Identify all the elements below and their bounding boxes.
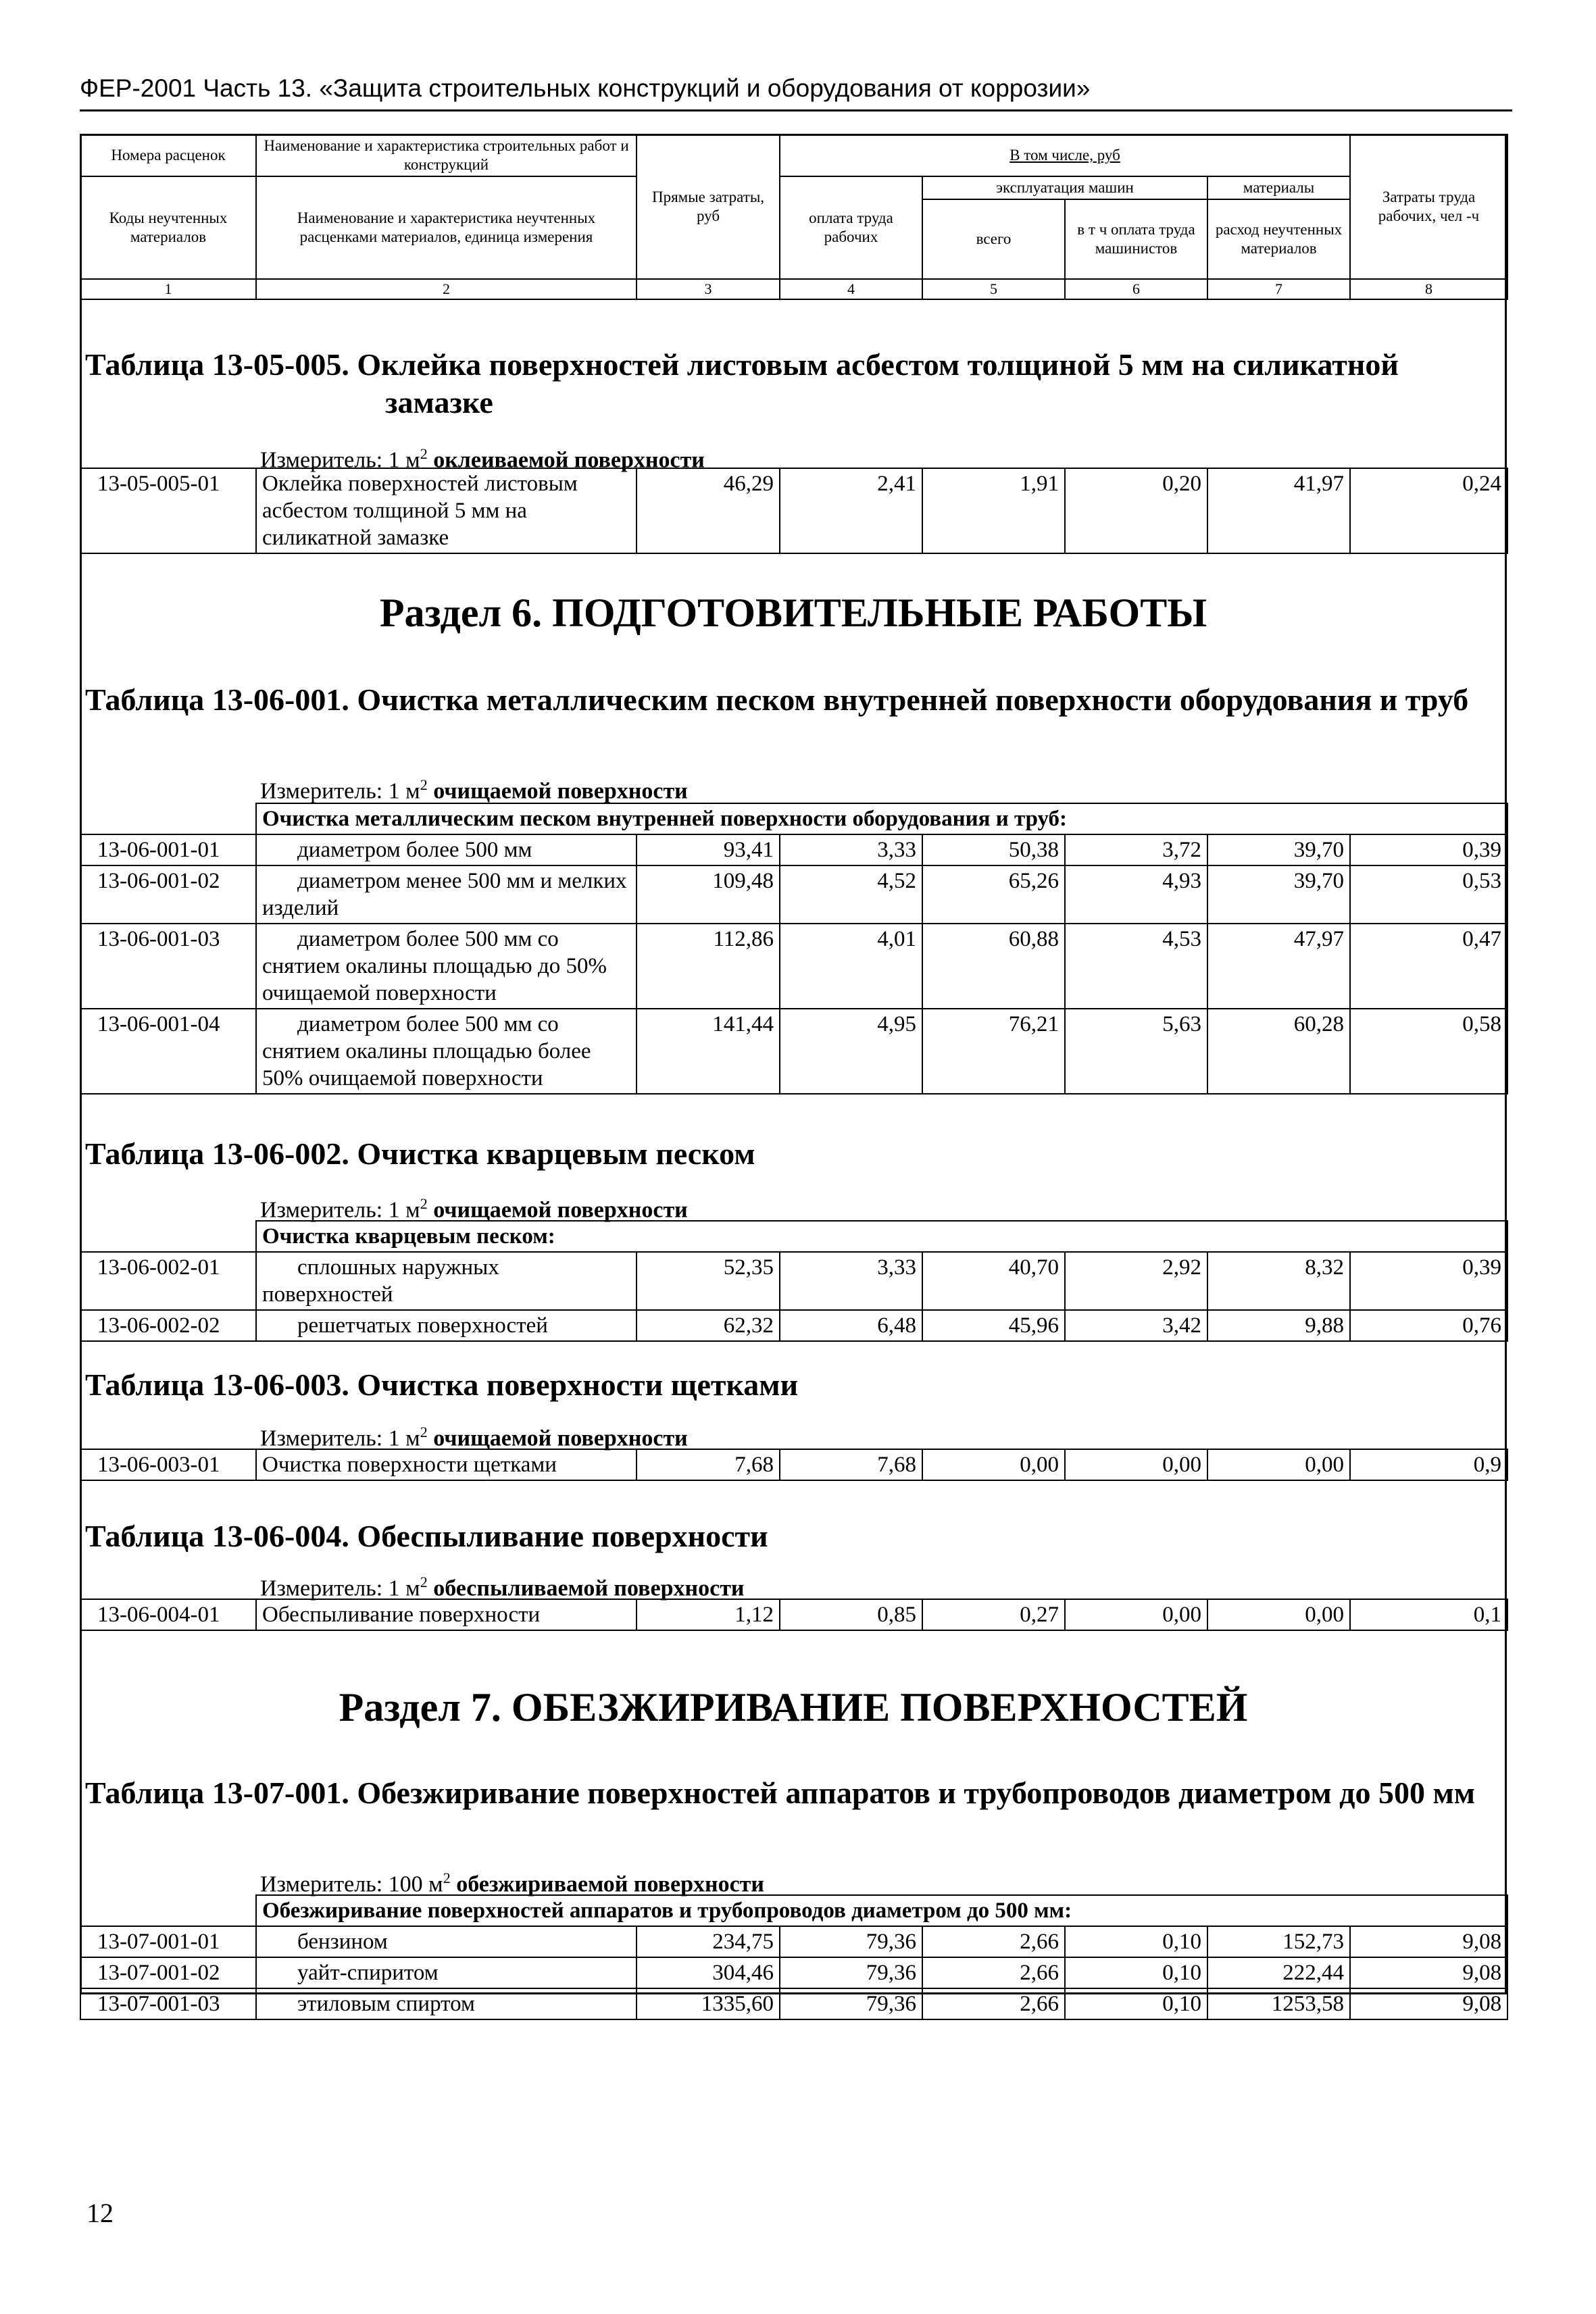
rates-table [80,1599,1508,1631]
labor-hours: 0,47 [1350,924,1507,1009]
rate-name: диаметром более 500 мм [256,834,637,865]
table-row [80,1310,1507,1341]
direct-costs: 46,29 [637,468,780,553]
labor-hours: 0,39 [1350,834,1507,865]
column-number: 1 [80,279,256,299]
table-row [80,865,1507,924]
header-labor-hours: Затраты труда рабочих, чел -ч [1350,134,1507,279]
header-name-top: Наименование и характеристика строительных работ и конструкций [256,134,637,176]
group-heading: Очистка кварцевым песком: [256,1221,1507,1252]
table-title: Таблица 13-06-002. Очистка кварцевым песком [85,1136,755,1171]
table-row [80,1449,1507,1480]
machinist-wages: 0,10 [1065,1957,1207,1988]
labor-hours: 0,53 [1350,865,1507,924]
rate-code: 13-06-001-03 [80,924,256,1009]
rate-code: 13-06-001-02 [80,865,256,924]
direct-costs: 304,46 [637,1957,780,1988]
column-header-table [80,134,1508,300]
header-unaccounted-materials: расход неучтенных материалов [1207,199,1350,279]
wages: 0,85 [780,1599,922,1630]
machinist-wages: 2,92 [1065,1252,1207,1310]
direct-costs: 1335,60 [637,1988,780,2019]
materials: 39,70 [1207,865,1350,924]
unit-exponent: 2 [420,445,428,462]
rate-code: 13-06-002-01 [80,1252,256,1310]
header-machinist-wages: в т ч оплата труда машинистов [1065,199,1207,279]
labor-hours: 0,24 [1350,468,1507,553]
unit-prefix: Измеритель: 1 м [260,447,420,473]
group-heading: Обезжиривание поверхностей аппаратов и трубопроводов диаметром до 500 мм: [256,1895,1507,1926]
column-number: 8 [1350,279,1507,299]
machinist-wages: 0,20 [1065,468,1207,553]
machines-total: 76,21 [922,1009,1065,1094]
rate-name: сплошных наружных поверхностей [256,1252,637,1310]
running-head: ФЕР-2001 Часть 13. «Защита строительных конструкций и оборудования от коррозии» [80,74,1091,102]
wages: 3,33 [780,834,922,865]
machinist-wages: 0,10 [1065,1926,1207,1957]
rates-table [80,803,1508,1095]
column-number: 6 [1065,279,1207,299]
unit-prefix: Измеритель: 100 м [260,1871,443,1897]
machinist-wages: 3,42 [1065,1310,1207,1341]
machinist-wages: 3,72 [1065,834,1207,865]
header-wages: оплата труда рабочих [780,176,922,279]
group-row [80,1221,1507,1252]
direct-costs: 234,75 [637,1926,780,1957]
unit-prefix: Измеритель: 1 м [260,1426,420,1451]
table-row [80,1009,1507,1094]
column-number: 4 [780,279,922,299]
machines-total: 40,70 [922,1252,1065,1310]
rate-name: диаметром более 500 мм со снятием окалины площадью более 50% очищаемой поверхности [256,1009,637,1094]
rate-code: 13-06-004-01 [80,1599,256,1630]
rate-name: диаметром более 500 мм со снятием окалины площадью до 50% очищаемой поверхности [256,924,637,1009]
machinist-wages: 4,93 [1065,865,1207,924]
wages: 79,36 [780,1988,922,2019]
materials: 47,97 [1207,924,1350,1009]
labor-hours: 0,1 [1350,1599,1507,1630]
wages: 7,68 [780,1449,922,1480]
unit-description: очищаемой поверхности [427,1426,688,1451]
wages: 2,41 [780,468,922,553]
header-direct-costs: Прямые затраты, руб [637,134,780,279]
machinist-wages: 0,00 [1065,1599,1207,1630]
rates-table [80,1894,1508,2020]
wages: 79,36 [780,1957,922,1988]
table-title: Таблица 13-06-003. Очистка поверхности щетками [85,1367,799,1402]
machines-total: 60,88 [922,924,1065,1009]
machinist-wages: 4,53 [1065,924,1207,1009]
machines-total: 45,96 [922,1310,1065,1341]
rate-name: решетчатых поверхностей [256,1310,637,1341]
group-row [80,1895,1507,1926]
unit-description: обезжириваемой поверхности [450,1871,764,1897]
rate-name: бензином [256,1926,637,1957]
labor-hours: 0,76 [1350,1310,1507,1341]
unit-prefix: Измеритель: 1 м [260,1576,420,1601]
header-rule [80,109,1512,111]
table-row [80,834,1507,865]
wages: 3,33 [780,1252,922,1310]
table-title: Таблица 13-07-001. Обезжиривание поверхностей аппаратов и трубопроводов диаметром до 500 мм [85,1776,1476,1810]
unit-of-measure [260,1865,764,1898]
materials: 9,88 [1207,1310,1350,1341]
unit-description: очищаемой поверхности [427,778,688,804]
rates-table [80,468,1508,554]
table-row [80,1926,1507,1957]
materials: 222,44 [1207,1957,1350,1988]
machines-total: 0,00 [922,1449,1065,1480]
machines-total: 1,91 [922,468,1065,553]
unit-of-measure [260,1419,688,1452]
rate-code: 13-07-001-03 [80,1988,256,2019]
direct-costs: 7,68 [637,1449,780,1480]
machines-total: 65,26 [922,865,1065,924]
column-number: 5 [922,279,1065,299]
labor-hours: 9,08 [1350,1988,1507,2019]
wages: 4,95 [780,1009,922,1094]
machines-total: 50,38 [922,834,1065,865]
header-codes-top: Номера расценок [80,134,256,176]
materials: 152,73 [1207,1926,1350,1957]
machines-total: 2,66 [922,1926,1065,1957]
column-number: 7 [1207,279,1350,299]
direct-costs: 109,48 [637,865,780,924]
header-material-names: Наименование и характеристика неучтенных расценками материалов, единица измерения [256,176,637,279]
materials: 39,70 [1207,834,1350,865]
wages: 6,48 [780,1310,922,1341]
rates-table [80,1449,1508,1481]
unit-of-measure [260,772,688,805]
column-number: 3 [637,279,780,299]
rate-name: диаметром менее 500 мм и мелких изделий [256,865,637,924]
rate-code: 13-06-001-04 [80,1009,256,1094]
labor-hours: 9,08 [1350,1957,1507,1988]
machinist-wages: 5,63 [1065,1009,1207,1094]
header-machines-total: всего [922,199,1065,279]
unit-of-measure [260,1569,744,1602]
unit-exponent: 2 [420,1424,428,1440]
rate-name: уайт-спиритом [256,1957,637,1988]
machinist-wages: 0,10 [1065,1988,1207,2019]
unit-exponent: 2 [443,1869,451,1886]
table-row [80,1957,1507,1988]
section-title: Раздел 6. ПОДГОТОВИТЕЛЬНЫЕ РАБОТЫ [379,590,1207,635]
section-title: Раздел 7. ОБЕЗЖИРИВАНИЕ ПОВЕРХНОСТЕЙ [339,1685,1248,1730]
materials: 0,00 [1207,1599,1350,1630]
rate-name: Очистка поверхности щетками [256,1449,637,1480]
header-machines: эксплуатация машин [922,176,1207,199]
materials: 1253,58 [1207,1988,1350,2019]
table-row [80,1988,1507,2019]
rate-name: Обеспыливание поверхности [256,1599,637,1630]
labor-hours: 0,58 [1350,1009,1507,1094]
unit-description: оклеиваемой поверхности [427,447,705,473]
unit-description: очищаемой поверхности [427,1197,688,1223]
materials: 60,28 [1207,1009,1350,1094]
wages: 4,01 [780,924,922,1009]
rate-code: 13-06-002-02 [80,1310,256,1341]
direct-costs: 62,32 [637,1310,780,1341]
unit-exponent: 2 [420,776,428,793]
table-row [80,924,1507,1009]
unit-of-measure [260,1190,688,1224]
unit-exponent: 2 [420,1574,428,1590]
wages: 79,36 [780,1926,922,1957]
direct-costs: 52,35 [637,1252,780,1310]
direct-costs: 1,12 [637,1599,780,1630]
labor-hours: 0,39 [1350,1252,1507,1310]
unit-prefix: Измеритель: 1 м [260,1197,420,1223]
direct-costs: 93,41 [637,834,780,865]
rate-code: 13-06-003-01 [80,1449,256,1480]
header-materials: материалы [1207,176,1350,199]
unit-exponent: 2 [420,1195,428,1212]
machines-total: 0,27 [922,1599,1065,1630]
rate-name: Оклейка поверхностей листовым асбестом толщиной 5 мм на силикатной замазке [256,468,637,553]
table-title: Таблица 13-06-001. Очистка металлическим песком внутренней поверхности оборудования и труб [85,682,1469,717]
header-material-codes: Коды неучтенных материалов [80,176,256,279]
unit-description: обеспыливаемой поверхности [427,1576,745,1601]
table-row [80,1252,1507,1310]
machinist-wages: 0,00 [1065,1449,1207,1480]
materials: 8,32 [1207,1252,1350,1310]
labor-hours: 9,08 [1350,1926,1507,1957]
labor-hours: 0,9 [1350,1449,1507,1480]
direct-costs: 112,86 [637,924,780,1009]
machines-total: 2,66 [922,1957,1065,1988]
rate-code: 13-06-001-01 [80,834,256,865]
machines-total: 2,66 [922,1988,1065,2019]
materials: 41,97 [1207,468,1350,553]
rates-table [80,1220,1508,1342]
direct-costs: 141,44 [637,1009,780,1094]
rate-code: 13-05-005-01 [80,468,256,553]
rate-code: 13-07-001-01 [80,1926,256,1957]
table-row [80,468,1507,553]
column-number: 2 [256,279,637,299]
unit-prefix: Измеритель: 1 м [260,778,420,804]
table-title: Таблица 13-06-004. Обеспыливание поверхности [85,1519,768,1553]
table-row [80,1599,1507,1630]
group-row [80,803,1507,834]
rate-name: этиловым спиртом [256,1988,637,2019]
group-heading: Очистка металлическим песком внутренней поверхности оборудования и труб: [256,803,1507,834]
table-title: Таблица 13-05-005. Оклейка поверхностей листовым асбестом толщиной 5 мм на силикатной замазке [85,347,1399,420]
wages: 4,52 [780,865,922,924]
materials: 0,00 [1207,1449,1350,1480]
header-including: В том числе, руб [780,134,1350,176]
page-number: 12 [86,2198,114,2228]
rate-code: 13-07-001-02 [80,1957,256,1988]
